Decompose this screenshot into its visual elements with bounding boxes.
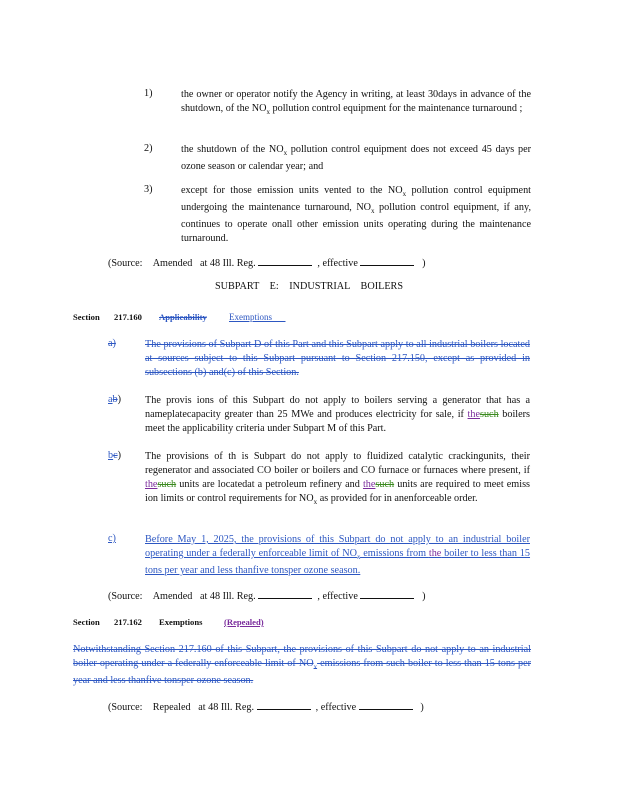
para-c-label: bc) (108, 450, 122, 461)
effective-blank (359, 699, 413, 710)
para-b-label: ab) (108, 394, 122, 405)
subpart-heading: SUBPART E: INDUSTRIAL BOILERS (214, 281, 403, 292)
list-item-3: except for those emission units vented to the $NO_x$ pollution control equipment undergoing the maintenance turnaround, $NO_x$ pollution control equipment, if any, continues to operate onall other emission units operating during the maintenance turnaround. (181, 185, 531, 245)
source-note-repealed: (Source: Repealed at 48 Ill. Reg. , effective ) (108, 699, 424, 713)
register-blank (258, 255, 312, 266)
section-title-deleted: Applicability (159, 312, 207, 322)
section-162-number: 217.162 (114, 617, 142, 627)
list-item-2: the shutdown of the $NO_x$ pollution control equipment does not exceed 45 days per ozone season or calendar year; and (181, 144, 531, 173)
section-label: Section (73, 312, 100, 322)
register-blank (257, 699, 311, 710)
section-162-title: Exemptions (159, 617, 203, 627)
para-c-text: The provisions of th is Subpart do not apply to fluidized catalytic crackingunits, their regenerator and associated CO boiler or boilers and CO furnace or furnaces where present, if thesuch units are locatedat a petroleum refinery and thesuch units are required to meet emiss ion limits or control requirements for $NO_x$ as provided for in anenforceable order. (145, 451, 530, 507)
section-162-status: (Repealed) (224, 617, 264, 627)
para-b-text: The provis ions of this Subpart do not apply to boilers serving a generator that has a nameplatecapacity greater than 25 MWe and produces electricity for sale, if thesuch boilers meet the applicability criteria under Subpart M of this Part. (145, 395, 531, 434)
section-number: 217.160 (114, 312, 142, 322)
register-blank (258, 588, 312, 599)
para-new-c-label: c) (108, 533, 116, 544)
para-162-deleted: Notwithstanding Section 217.160 of this Subpart, the provisions of this Subpart do not apply to an industrial boiler operating under a federally enforceable limit of $NO_x$ emissions from such boiler to less than 15 tons per year and less thanfive tonsper ozone season. (73, 644, 531, 687)
effective-blank (360, 588, 414, 599)
section-162-label: Section (73, 617, 100, 627)
list-number-1: 1) (144, 88, 153, 99)
source-note-amended-2: (Source: Amended at 48 Ill. Reg. , effective ) (108, 588, 425, 602)
section-title-inserted: Exemptions (229, 312, 272, 322)
list-number-3: 3) (144, 184, 153, 195)
source-note-amended: (Source: Amended at 48 Ill. Reg. , effective ) (108, 255, 425, 269)
para-a-deleted: The provisions of Subpart D of this Part and this Subpart apply to all industrial boilers located at sources subject to this Subpart pursuant to Section 217.150, except as provided in subsections (b) and(c) of this Section. (145, 339, 530, 378)
list-number-2: 2) (144, 143, 153, 154)
para-new-c-inserted: Before May 1, 2025, the provisions of this Subpart do not apply to an industrial boiler operating under a federally enforceable limit of $NO_x$ emissions from the boiler to less than 15 tons per year and less thanfive tonsper ozone season. (145, 534, 531, 577)
para-a-label: a) (108, 338, 116, 349)
effective-blank (360, 255, 414, 266)
list-item-1: the owner or operator notify the Agency in writing, at least 30days in advance of the shutdown, of the $NO_x$ pollution control equipment for the maintenance turnaround ; (181, 89, 531, 117)
